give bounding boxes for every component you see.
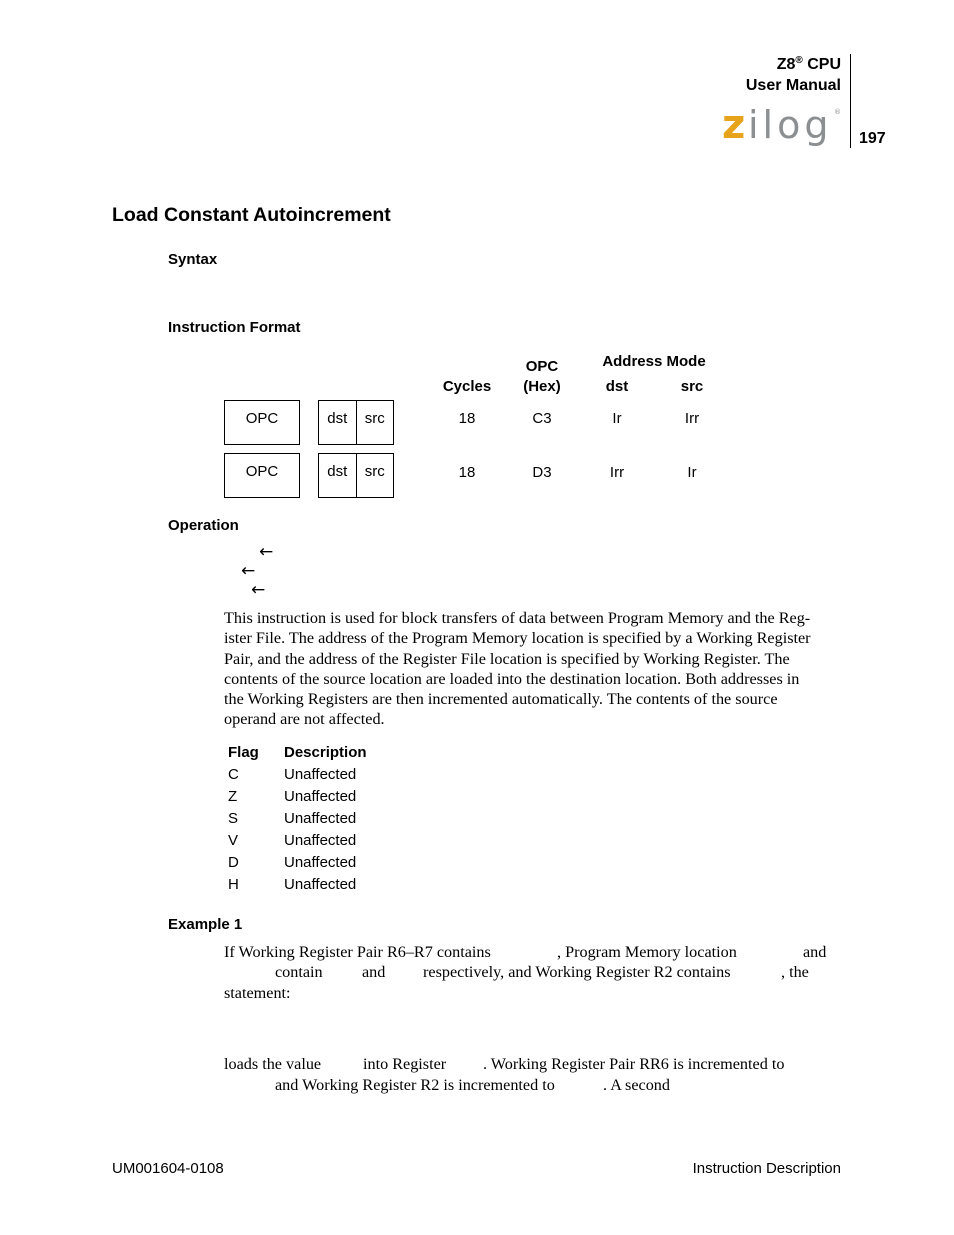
syntax-heading: Syntax [168, 251, 218, 268]
dst-header: dst [605, 378, 629, 395]
flag-name: C [228, 765, 239, 783]
dst-mode-value: Ir [612, 410, 622, 427]
address-mode-header: Address Mode [602, 353, 706, 370]
zilog-logo-z: z [722, 104, 746, 148]
table-row [224, 851, 367, 873]
flag-description: Unaffected [284, 787, 357, 805]
section-title: Load Constant Autoincrement [112, 204, 391, 226]
opc-header-line2: (Hex) [523, 378, 561, 395]
description-column-header: Description [284, 743, 367, 761]
src-mode-value: Irr [684, 410, 700, 427]
table-row [224, 829, 367, 851]
example-line1b: , Program Memory location [557, 943, 737, 961]
flag-description: Unaffected [284, 809, 357, 827]
description-line: Pair, and the address of the Register File location is specified by Working Register. The [224, 649, 790, 668]
zilog-logo-mark: ® [834, 108, 841, 116]
example-line1c: and [803, 943, 827, 961]
table-row [224, 873, 367, 895]
cycles-value: 18 [458, 410, 476, 427]
table-row [224, 785, 367, 807]
src-operand: src [356, 454, 394, 497]
src-operand: src [356, 401, 394, 444]
example-line4a: loads the value [224, 1055, 322, 1073]
example-heading: Example 1 [168, 916, 243, 933]
flag-description: Unaffected [284, 853, 357, 871]
instruction-format-heading: Instruction Format [168, 319, 301, 336]
description-line: operand are not affected. [224, 710, 385, 729]
example-line4c: . Working Register Pair RR6 is incremented to [483, 1055, 785, 1073]
flag-description: Unaffected [284, 765, 357, 783]
manual-name: User Manual [745, 77, 841, 94]
zilog-logo [722, 104, 846, 152]
example-line2d: , the [781, 963, 809, 981]
flags-table [224, 741, 367, 895]
description-line: contents of the source location are loaded into the destination location. Both addresses in [224, 669, 800, 688]
cycles-header: Cycles [442, 378, 492, 395]
operation-heading: Operation [168, 517, 239, 534]
example-line2a: contain [275, 963, 323, 981]
assign-arrow: ← [259, 542, 274, 562]
flag-description: Unaffected [284, 875, 357, 893]
footer-section: Instruction Description [692, 1160, 841, 1177]
assign-arrow: ← [251, 580, 266, 600]
opc-hex-value: C3 [532, 410, 552, 427]
flag-description: Unaffected [284, 831, 357, 849]
zilog-logo-ilog: ilog [748, 104, 833, 147]
header-divider [850, 54, 851, 148]
flag-name: S [228, 809, 239, 827]
opcode-box: OPC [224, 400, 300, 445]
description-line: the Working Registers are then incremented automatically. The contents of the source [224, 690, 778, 709]
example-line2c: respectively, and Working Register R2 contains [423, 963, 731, 981]
flag-name: H [228, 875, 239, 893]
example-line5b: . A second [603, 1076, 670, 1094]
description-line: ister File. The address of the Program Memory location is specified by a Working Register [224, 629, 811, 648]
operand-box [318, 453, 394, 498]
product-name: Z8® CPU [776, 55, 841, 73]
assign-arrow: ← [241, 561, 256, 581]
dst-operand: dst [327, 410, 348, 427]
example-line1a: If Working Register Pair R6–R7 contains [224, 943, 491, 961]
example-line5a: and Working Register R2 is incremented to [275, 1076, 555, 1094]
src-mode-value: Ir [687, 464, 697, 481]
table-row [224, 763, 367, 785]
opcode-box: OPC [224, 453, 300, 498]
description-line: This instruction is used for block transfers of data between Program Memory and the Reg- [224, 609, 811, 627]
header-title [746, 50, 841, 96]
flag-name: V [228, 831, 239, 849]
footer-doc-id: UM001604-0108 [112, 1160, 224, 1177]
example-line2b: and [362, 963, 386, 981]
example-line3: statement: [224, 984, 291, 1002]
opc-hex-value: D3 [532, 464, 552, 481]
table-row [224, 807, 367, 829]
opc-header-line1: OPC [525, 358, 559, 375]
flag-name: D [228, 853, 239, 871]
dst-operand: dst [327, 463, 348, 480]
dst-mode-value: Irr [609, 464, 625, 481]
example-line4b: into Register [363, 1055, 447, 1073]
flag-column-header: Flag [228, 743, 259, 761]
page-number: 197 [859, 130, 886, 147]
description-paragraph [224, 608, 844, 730]
src-header: src [680, 378, 704, 395]
flags-header-row [224, 741, 367, 763]
flag-name: Z [228, 787, 238, 805]
cycles-value: 18 [458, 464, 476, 481]
operand-box [318, 400, 394, 445]
